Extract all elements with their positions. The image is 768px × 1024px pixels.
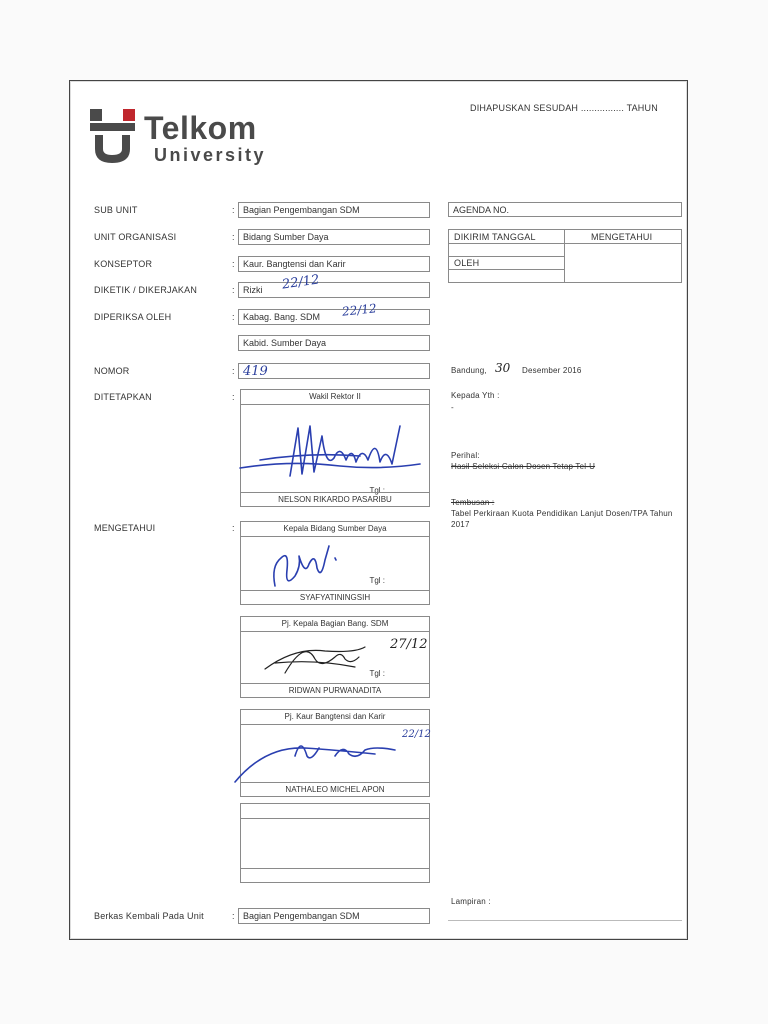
colon: : — [232, 285, 235, 295]
tembusan-label: Tembusan : — [451, 498, 495, 507]
signature-wakil-rektor-icon — [230, 416, 430, 496]
signature-name: SYAFYATININGSIH — [241, 590, 429, 604]
signature-tgl: Tgl : — [369, 576, 385, 585]
colon: : — [232, 911, 235, 921]
dikirim-label: DIKIRIM TANGGAL — [454, 232, 536, 242]
signature-kepala-bidang-icon — [265, 536, 365, 606]
berkas-value: Bagian Pengembangan SDM — [238, 908, 430, 924]
signature-title: Pj. Kepala Bagian Bang. SDM — [241, 617, 429, 632]
brand-name: Telkom — [144, 110, 257, 146]
diketik-handwritten-date: 22/12 — [281, 272, 321, 293]
lampiran-label: Lampiran : — [451, 897, 491, 906]
unit-org-label: UNIT ORGANISASI — [94, 232, 177, 242]
kepada-value: - — [451, 403, 454, 412]
dikirim-table — [448, 229, 682, 283]
bandung-label: Bandung, — [451, 366, 487, 375]
signature-tgl: Tgl : — [369, 669, 385, 678]
brand-subtitle: University — [154, 145, 267, 165]
bandung-date: Desember 2016 — [522, 366, 582, 375]
kepada-label: Kepada Yth : — [451, 391, 500, 400]
mengetahui-label: MENGETAHUI — [94, 523, 156, 533]
diperiksa-value-2: Kabid. Sumber Daya — [238, 335, 430, 351]
table-divider — [449, 243, 564, 244]
signature-name: NELSON RIKARDO PASARIBU — [241, 492, 429, 506]
signature-kaur-icon — [225, 726, 425, 786]
nomor-value: 419 — [238, 363, 430, 379]
diperiksa-label: DIPERIKSA OLEH — [94, 312, 172, 322]
signature-title: Wakil Rektor II — [241, 390, 429, 405]
destroy-note: DIHAPUSKAN SESUDAH ................ TAHUN — [470, 103, 658, 113]
konseptor-label: KONSEPTOR — [94, 259, 153, 269]
table-divider — [449, 256, 564, 257]
sub-unit-value: Bagian Pengembangan SDM — [238, 202, 430, 218]
signature-block-empty — [240, 803, 430, 883]
colon: : — [232, 312, 235, 322]
ditetapkan-label: DITETAPKAN — [94, 392, 152, 402]
diketik-value: Rizki — [238, 282, 430, 298]
nathaleo-handwritten-date: 22/12 — [402, 729, 431, 740]
signature-title — [241, 804, 429, 819]
document-frame — [69, 80, 688, 940]
table-divider — [564, 243, 681, 244]
bandung-day: 30 — [495, 361, 511, 375]
signature-name: NATHALEO MICHEL APON — [241, 782, 429, 796]
colon: : — [232, 232, 235, 242]
table-divider — [564, 230, 565, 282]
telkom-logo-icon — [90, 109, 135, 165]
agenda-box: AGENDA NO. — [448, 202, 682, 217]
colon: : — [232, 259, 235, 269]
colon: : — [232, 366, 235, 376]
signature-title: Pj. Kaur Bangtensi dan Karir — [241, 710, 429, 725]
diperiksa-handwritten-date: 22/12 — [341, 301, 378, 319]
ridwan-handwritten-date: 27/12 — [390, 637, 428, 652]
mengetahui-header: MENGETAHUI — [591, 232, 653, 242]
oleh-label: OLEH — [454, 258, 480, 268]
signature-title: Kepala Bidang Sumber Daya — [241, 522, 429, 537]
signature-name: RIDWAN PURWANADITA — [241, 683, 429, 697]
sub-unit-label: SUB UNIT — [94, 205, 138, 215]
colon: : — [232, 392, 235, 402]
nomor-label: NOMOR — [94, 366, 130, 376]
tembusan-value: Tabel Perkiraan Kuota Pendidikan Lanjut Dosen/TPA Tahun 2017 — [451, 509, 673, 529]
unit-org-value: Bidang Sumber Daya — [238, 229, 430, 245]
signature-tgl: Tgl : — [369, 486, 385, 495]
perihal-value: Hasil Seleksi Calon Dosen Tetap Tel-U — [451, 462, 596, 471]
colon: : — [232, 523, 235, 533]
lampiran-line — [448, 920, 682, 921]
diperiksa-value: Kabag. Bang. SDM — [238, 309, 430, 325]
diketik-label: DIKETIK / DIKERJAKAN — [94, 285, 198, 295]
table-divider — [449, 269, 564, 270]
berkas-label: Berkas Kembali Pada Unit — [94, 911, 204, 921]
signature-name — [241, 868, 429, 882]
konseptor-value: Kaur. Bangtensi dan Karir — [238, 256, 430, 272]
colon: : — [232, 205, 235, 215]
perihal-label: Perihal: — [451, 451, 480, 460]
signature-kepala-bagian-icon — [255, 629, 385, 689]
